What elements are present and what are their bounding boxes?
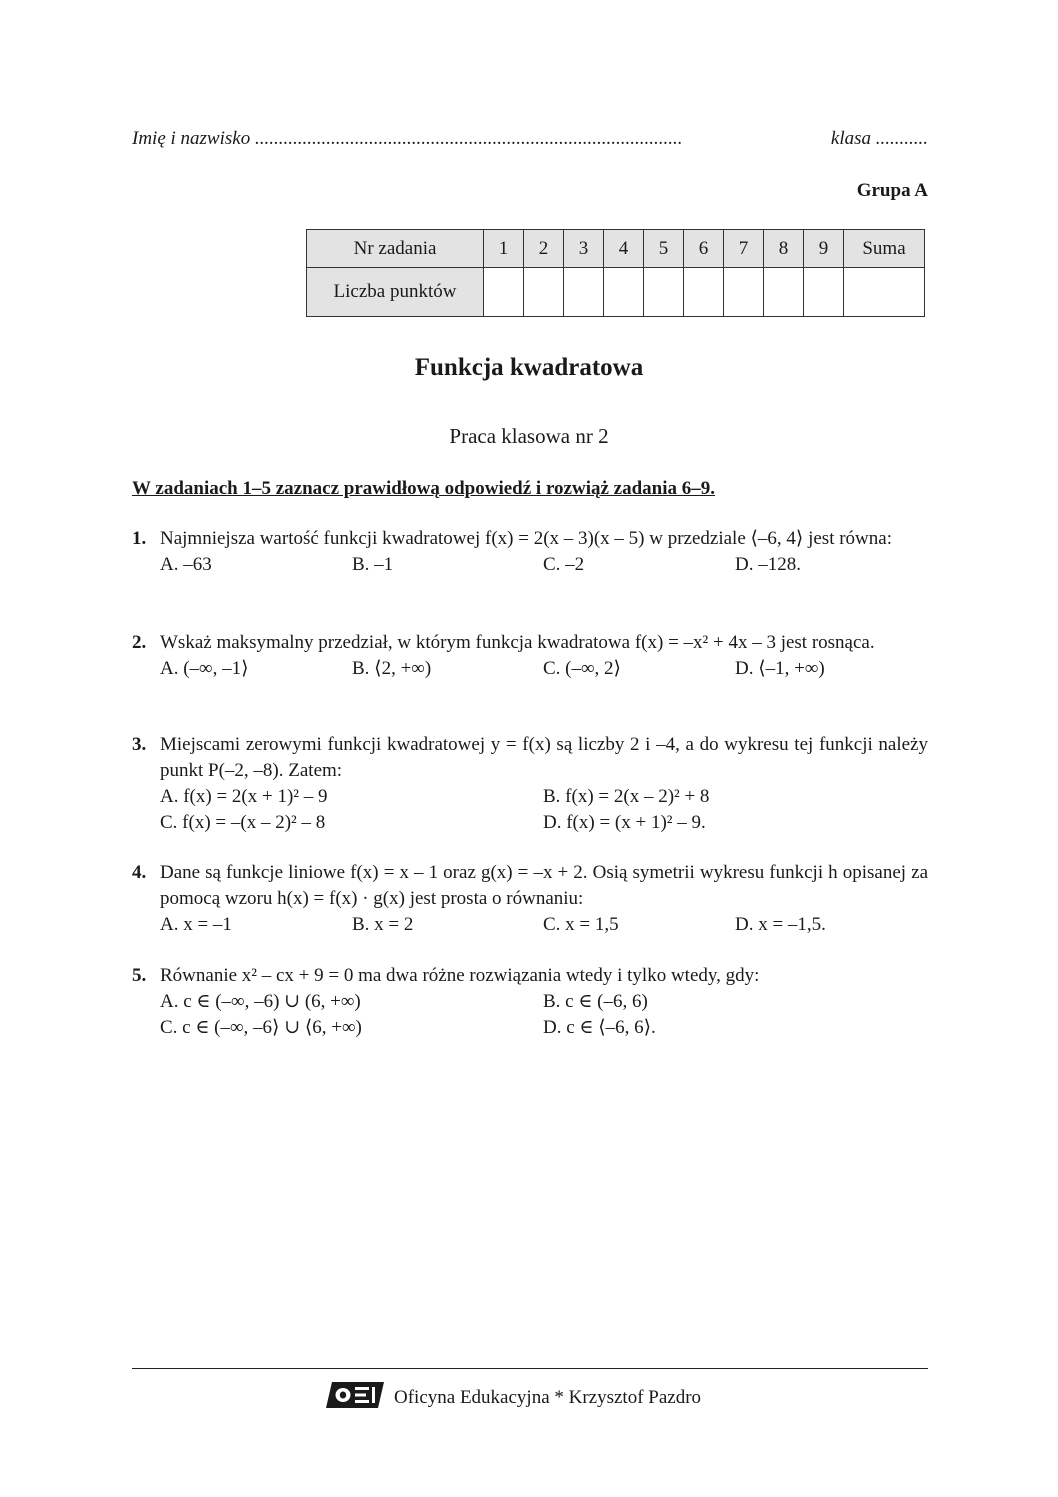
answer-d[interactable]: D. c ∈ ⟨–6, 6⟩.	[543, 1017, 656, 1038]
task-1	[132, 526, 928, 578]
answer-row	[160, 656, 928, 682]
task-3	[132, 732, 928, 836]
name-label: Imię i nazwisko	[132, 128, 251, 149]
answer-d[interactable]: D. x = –1,5.	[735, 914, 826, 935]
answer-b[interactable]: B. x = 2	[352, 914, 414, 935]
task-text: Wskaż maksymalny przedział, w którym funkcja kwadratowa f(x) = –x² + 4x – 3 jest rosnąca.	[160, 632, 875, 653]
points-cell[interactable]	[724, 268, 764, 317]
points-cell[interactable]	[604, 268, 644, 317]
task-2	[132, 630, 928, 682]
oe-logo-icon	[326, 1382, 384, 1414]
answer-d[interactable]: D. ⟨–1, +∞)	[735, 658, 825, 679]
name-dots: ..........................................................................................	[254, 128, 683, 149]
answer-a[interactable]: A. x = –1	[160, 914, 232, 935]
footer-divider	[132, 1368, 928, 1369]
answer-c[interactable]: C. x = 1,5	[543, 914, 619, 935]
points-cell[interactable]	[684, 268, 724, 317]
task-col-6: 6	[684, 230, 724, 268]
task-col-8: 8	[764, 230, 804, 268]
answer-row	[160, 989, 928, 1015]
task-number: 3.	[132, 734, 147, 755]
score-table-points-row	[307, 268, 925, 317]
answer-a[interactable]: A. c ∈ (–∞, –6) ∪ (6, +∞)	[160, 991, 361, 1012]
task-col-7: 7	[724, 230, 764, 268]
answer-b[interactable]: B. c ∈ (–6, 6)	[543, 991, 648, 1012]
sum-col: Suma	[844, 230, 925, 268]
points-cell[interactable]	[524, 268, 564, 317]
task-col-1: 1	[484, 230, 524, 268]
class-dots: ...........	[875, 128, 928, 149]
answer-a[interactable]: A. (–∞, –1⟩	[160, 658, 249, 679]
task-number: 2.	[132, 632, 147, 653]
answer-d[interactable]: D. –128.	[735, 554, 801, 575]
task-text: Równanie x² – cx + 9 = 0 ma dwa różne rozwiązania wtedy i tylko wtedy, gdy:	[160, 965, 760, 986]
publisher-name: Oficyna Edukacyjna * Krzysztof Pazdro	[394, 1387, 702, 1408]
task-number: 5.	[132, 965, 147, 986]
answer-row	[160, 784, 928, 810]
task-col-2: 2	[524, 230, 564, 268]
score-table-header-row	[307, 230, 925, 268]
answer-b[interactable]: B. f(x) = 2(x – 2)² + 8	[543, 786, 710, 807]
answer-a[interactable]: A. –63	[160, 554, 212, 575]
name-line	[132, 128, 928, 150]
answer-row	[160, 552, 928, 578]
answer-b[interactable]: B. –1	[352, 554, 394, 575]
answer-b[interactable]: B. ⟨2, +∞)	[352, 658, 432, 679]
row-label-points: Liczba punktów	[307, 268, 484, 317]
answer-c[interactable]: C. c ∈ (–∞, –6⟩ ∪ ⟨6, +∞)	[160, 1017, 362, 1038]
class-label: klasa	[830, 128, 871, 149]
points-cell[interactable]	[764, 268, 804, 317]
answer-a[interactable]: A. f(x) = 2(x + 1)² – 9	[160, 786, 328, 807]
row-label-task-number: Nr zadania	[307, 230, 484, 268]
answer-row	[160, 912, 928, 938]
task-col-9: 9	[804, 230, 844, 268]
points-cell[interactable]	[644, 268, 684, 317]
score-table	[306, 229, 925, 317]
task-col-4: 4	[604, 230, 644, 268]
class-field	[831, 128, 928, 150]
answer-c[interactable]: C. f(x) = –(x – 2)² – 8	[160, 812, 326, 833]
footer	[326, 1382, 701, 1414]
answer-c[interactable]: C. (–∞, 2⟩	[543, 658, 621, 679]
task-number: 1.	[132, 528, 147, 549]
answer-d[interactable]: D. f(x) = (x + 1)² – 9.	[543, 812, 706, 833]
points-cell[interactable]	[564, 268, 604, 317]
points-cell[interactable]	[804, 268, 844, 317]
task-4	[132, 860, 928, 938]
task-text: Miejscami zerowymi funkcji kwadratowej y = f(x) są liczby 2 i –4, a do wykresu tej funkcji należy punkt P(–2, –8). Zatem:	[160, 734, 928, 781]
page-subtitle: Praca klasowa nr 2	[449, 424, 609, 448]
task-5	[132, 963, 928, 1041]
answer-c[interactable]: C. –2	[543, 554, 585, 575]
answer-row	[160, 810, 928, 836]
points-cell[interactable]	[484, 268, 524, 317]
task-text: Dane są funkcje liniowe f(x) = x – 1 oraz g(x) = –x + 2. Osią symetrii wykresu funkcji h opisanej za pomocą wzoru h(x) = f(x) · g(x) jest prosta o równaniu:	[160, 862, 928, 909]
group-label: Grupa A	[856, 180, 928, 201]
page-title: Funkcja kwadratowa	[414, 354, 644, 381]
task-text: Najmniejsza wartość funkcji kwadratowej f(x) = 2(x – 3)(x – 5) w przedziale ⟨–6, 4⟩ jest równa:	[160, 528, 892, 549]
task-col-5: 5	[644, 230, 684, 268]
instructions: W zadaniach 1–5 zaznacz prawidłową odpowiedź i rozwiąż zadania 6–9.	[132, 478, 716, 499]
answer-row	[160, 1015, 928, 1041]
task-number: 4.	[132, 862, 147, 883]
task-col-3: 3	[564, 230, 604, 268]
points-sum-cell[interactable]	[844, 268, 925, 317]
